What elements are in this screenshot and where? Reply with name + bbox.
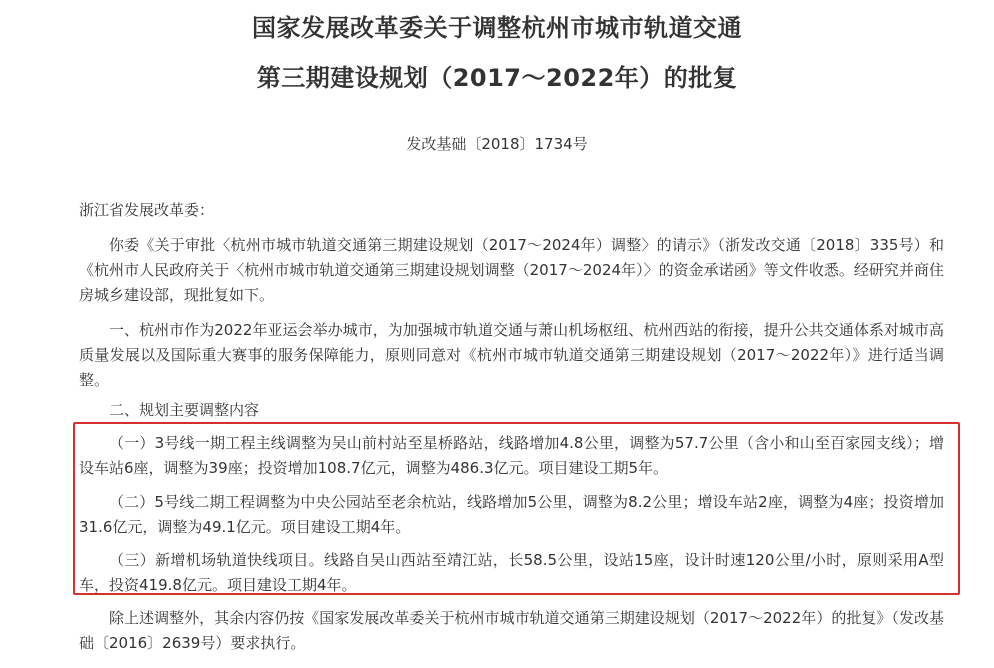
section-2-heading: 二、规划主要调整内容 [109, 401, 260, 419]
adjustment-item-1: （一）3号线一期工程主线调整为吴山前村站至星桥路站，线路增加4.8公里，调整为57.7公里（含小和山至百家园支线）；增设车站6座，调整为39座；投资增加108.7亿元，调整为486.3亿元。项目建设工期5年。 [79, 434, 944, 477]
document-title-line2: 第三期建设规划（2017～2022年）的批复 [256, 64, 738, 92]
salutation: 浙江省发展改革委： [79, 201, 215, 219]
adjustment-item-2: （二）5号线二期工程调整为中央公园站至老余杭站，线路增加5公里，调整为8.2公里；增设车站2座，调整为4座；投资增加31.6亿元，调整为49.1亿元。项目建设工期4年。 [79, 493, 944, 536]
paragraph-section-1: 一、杭州市作为2022年亚运会举办城市，为加强城市轨道交通与萧山机场枢纽、杭州西站的衔接，提升公共交通体系对城市高质量发展以及国际重大赛事的服务保障能力，原则同意对《杭州市城市轨道交通第三期建设规划（2017～2022年）》进行适当调整。 [79, 321, 944, 389]
document-number: 发改基础〔2018〕1734号 [406, 135, 588, 153]
paragraph-closing: 除上述调整外，其余内容仍按《国家发展改革委关于杭州市城市轨道交通第三期建设规划（2017～2022年）的批复》（发改基础〔2016〕2639号）要求执行。 [79, 609, 944, 652]
document-title-line1: 国家发展改革委关于调整杭州市城市轨道交通 [252, 14, 742, 42]
adjustment-item-3: （三）新增机场轨道快线项目。线路自吴山西站至靖江站，长58.5公里，设站15座，设计时速120公里/小时，原则采用A型车，投资419.8亿元。项目建设工期4年。 [79, 551, 944, 594]
paragraph-intro: 你委《关于审批〈杭州市城市轨道交通第三期建设规划（2017～2024年）调整〉的请示》（浙发改交通〔2018〕335号）和《杭州市人民政府关于〈杭州市城市轨道交通第三期建设规划调整（2017～2024年）〉的资金承诺函》等文件收悉。经研究并商住房城乡建设部，现批复如下。 [79, 236, 944, 304]
